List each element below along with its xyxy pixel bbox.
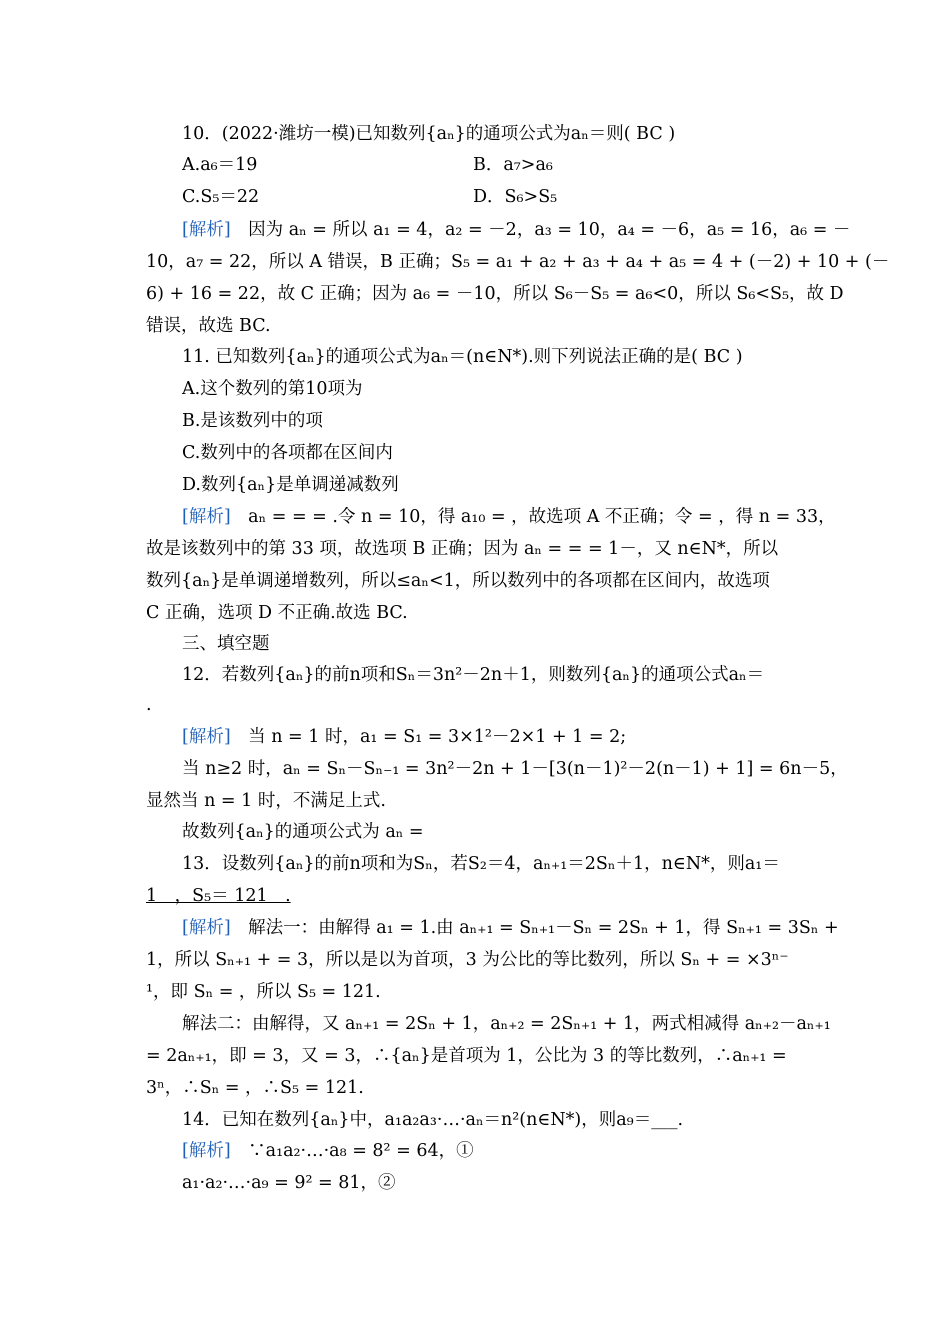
solution-tag: [解析]: [182, 918, 231, 938]
q11-option-c: C.数列中的各项都在区间内: [182, 443, 393, 463]
q13-solution-line2: 1，所以 Sₙ₊₁ + = 3，所以是以为首项，3 为公比的等比数列，所以 Sₙ + = ×3ⁿ⁻: [146, 950, 789, 970]
q13-solution-line6: 3ⁿ，∴Sₙ = ，∴S₅ = 121.: [146, 1078, 364, 1098]
solution-tag: [解析]: [182, 220, 231, 240]
q13-solution-line1: [解析] 解法一：由解得 a₁ = 1.由 aₙ₊₁ = Sₙ₊₁－Sₙ = 2Sₙ + 1，得 Sₙ₊₁ = 3Sₙ +: [182, 918, 839, 938]
solution-tag: [解析]: [182, 1141, 231, 1161]
q13-answer: 1 ，S₅＝ 121 .: [146, 886, 291, 906]
q11-solution-line3: 数列{aₙ}是单调递增数列，所以≤aₙ<1，所以数列中的各项都在区间内，故选项: [146, 571, 770, 591]
q10-options-row2: [182, 182, 811, 213]
q11-solution-line2: 故是该数列中的第 33 项，故选项 B 正确；因为 aₙ = = = 1－，又 n∈N*，所以: [146, 539, 779, 559]
q12-solution-line4: 故数列{aₙ}的通项公式为 aₙ =: [182, 822, 424, 842]
q13-solution-line3: ¹，即 Sₙ = ，所以 S₅ = 121.: [146, 982, 381, 1002]
q10-option-b: B．a₇>a₆: [473, 155, 553, 175]
q13-stem: 13．设数列{aₙ}的前n项和为Sₙ，若S₂＝4，aₙ₊₁＝2Sₙ＋1，n∈N*，则a₁＝: [182, 854, 780, 874]
q10-solution-line1: [解析] 因为 aₙ = 所以 a₁ = 4，a₂ = －2，a₃ = 10，a₄ = －6，a₅ = 16，a₆ = －: [182, 220, 851, 240]
q10-solution-line3: 6) + 16 = 22，故 C 正确；因为 a₆ = －10，所以 S₆－S₅ = a₆<0，所以 S₆<S₅，故 D: [146, 284, 844, 304]
q11-option-a: A.这个数列的第10项为: [182, 379, 363, 399]
q11-option-b: B.是该数列中的项: [182, 411, 323, 431]
q11-stem: 11. 已知数列{aₙ}的通项公式为aₙ＝(n∈N*).则下列说法正确的是( BC ): [182, 347, 743, 367]
q11-solution-line1: [解析] aₙ = = = .令 n = 10，得 a₁₀ = ，故选项 A 不正确；令 = ，得 n = 33，: [182, 507, 836, 527]
q10-options-row1: [182, 150, 811, 181]
solution-tag: [解析]: [182, 727, 231, 747]
solution-tag: [解析]: [182, 507, 231, 527]
q13-solution-line5: = 2aₙ₊₁，即 = 3，又 = 3，∴{aₙ}是首项为 1，公比为 3 的等比数列，∴aₙ₊₁ =: [146, 1046, 787, 1066]
q12-stem: 12．若数列{aₙ}的前n项和Sₙ＝3n²－2n＋1，则数列{aₙ}的通项公式aₙ＝: [182, 665, 765, 685]
q10-solution-line4: 错误，故选 BC.: [146, 316, 271, 336]
section-heading: 三、填空题: [182, 634, 270, 654]
q14-stem: 14．已知在数列{aₙ}中，a₁a₂a₃·…·aₙ＝n²(n∈N*)，则a₉＝___.: [182, 1110, 684, 1130]
q12-solution-line2: 当 n≥2 时，aₙ = Sₙ－Sₙ₋₁ = 3n²－2n + 1－[3(n－1)²－2(n－1) + 1] = 6n－5，: [182, 759, 848, 779]
q10-option-d: D．S₆>S₅: [473, 187, 558, 207]
q10-stem: 10．(2022·潍坊一模)已知数列{aₙ}的通项公式为aₙ＝则( BC ): [182, 124, 676, 144]
q13-solution-line4: 解法二：由解得，又 aₙ₊₁ = 2Sₙ + 1，aₙ₊₂ = 2Sₙ₊₁ + 1，两式相减得 aₙ₊₂－aₙ₊₁: [182, 1014, 831, 1034]
q11-option-d: D.数列{aₙ}是单调递减数列: [182, 475, 399, 495]
q12-solution-line3: 显然当 n = 1 时，不满足上式.: [146, 791, 386, 811]
q12-solution-line1: [解析] 当 n = 1 时，a₁ = S₁ = 3×1²－2×1 + 1 = 2;: [182, 727, 627, 747]
q12-stem-end: .: [146, 695, 152, 715]
q10-option-a: A.a₆＝19: [182, 155, 258, 175]
q14-solution-line1: [解析] ∵a₁a₂·…·a₈ = 8² = 64，①: [182, 1141, 474, 1161]
q14-solution-line2: a₁·a₂·…·a₉ = 9² = 81，②: [182, 1173, 396, 1193]
q10-option-c: C.S₅＝22: [182, 187, 260, 207]
q10-solution-line2: 10，a₇ = 22，所以 A 错误，B 正确；S₅ = a₁ + a₂ + a₃ + a₄ + a₅ = 4 + (－2) + 10 + (－: [146, 252, 890, 272]
q11-solution-line4: C 正确，选项 D 不正确.故选 BC.: [146, 603, 408, 623]
